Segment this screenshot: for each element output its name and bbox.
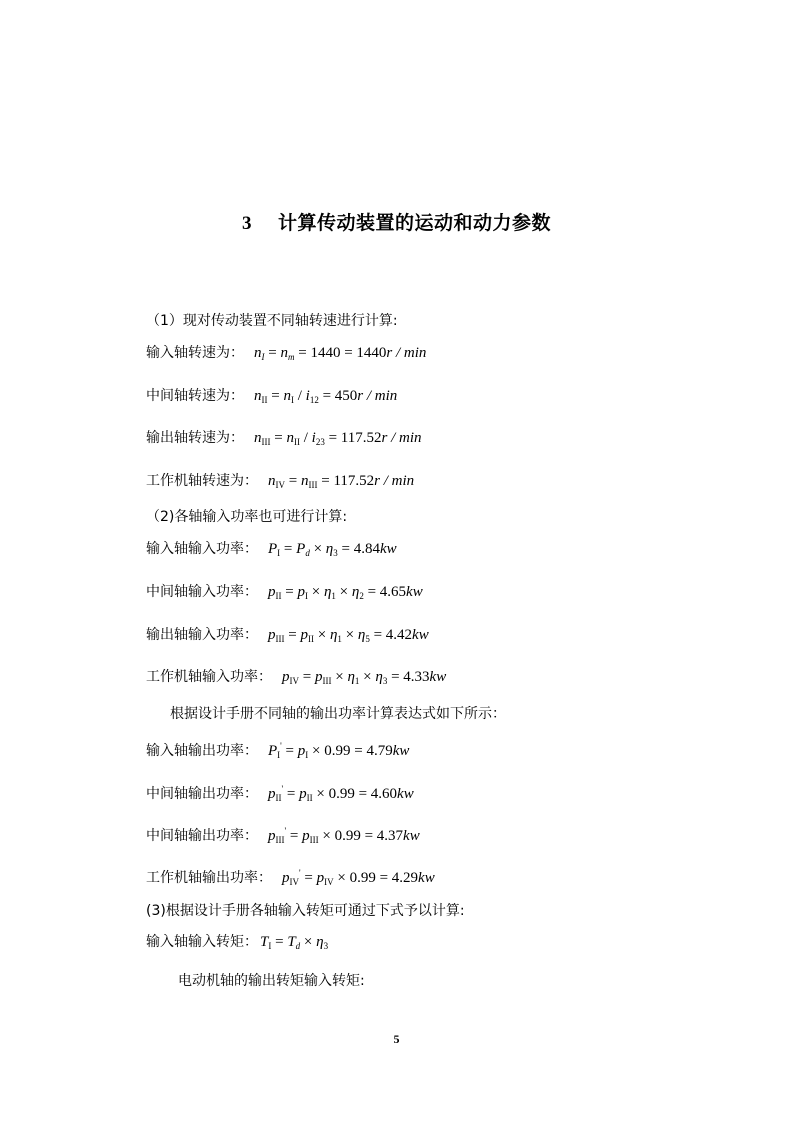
speed-work-unit: r / min	[374, 473, 415, 489]
power-out-middle-label: 中间轴输出功率：	[146, 786, 258, 802]
power-out-work-factor: 0.99	[349, 870, 376, 886]
power-out-work-unit: kw	[418, 870, 435, 886]
power-out-output-label: 中间轴输出功率：	[146, 828, 258, 844]
speed-work-formula: $n_{IV} = n_{III} = 117.52r / \min$	[268, 473, 415, 490]
power-out-input-label: 输入轴输出功率：	[146, 743, 258, 759]
speed-input-value: 1440 = 1440	[310, 345, 387, 361]
power-in-output-value: 4.42	[385, 627, 413, 643]
speed-work-line	[146, 471, 414, 495]
speed-middle-label: 中间轴转速为：	[146, 388, 244, 404]
power-out-output-formula: $p_{III}' = p_{III} \times 0.99 = 4.37kw$	[268, 826, 420, 845]
speed-input-line	[146, 343, 426, 367]
power-out-output-line	[146, 821, 420, 850]
speed-middle-line	[146, 386, 397, 410]
speed-work-label: 工作机轴转速为：	[146, 473, 258, 489]
power-out-middle-line	[146, 779, 414, 808]
power-out-middle-value: 4.60	[370, 786, 398, 802]
power-out-middle-formula: $p_{II}' = p_{II} \times 0.99 = 4.60kw$	[268, 784, 414, 803]
section-title-text: 计算传动装置的运动和动力参数	[277, 212, 551, 234]
speed-output-line	[146, 428, 422, 452]
power-in-work-value: 4.33	[403, 669, 430, 685]
torque-input-formula: $T_I = T_d \times \eta_3$	[260, 934, 329, 951]
power-in-input-label: 输入轴输入功率：	[146, 541, 258, 557]
speed-middle-unit: r / min	[357, 388, 398, 404]
power-in-input-unit: kw	[379, 541, 397, 557]
power-in-work-line	[146, 667, 446, 691]
power-out-input-formula: $P_I' = p_I \times 0.99 = 4.79kw$	[268, 741, 410, 760]
power-out-input-value: 4.79	[366, 743, 393, 759]
power-in-output-formula: $p_{III} = p_{II} \times \eta_1 \times \eta_5 = 4.42kw$	[268, 627, 429, 644]
power-in-input-formula: $P_I = P_d \times \eta_3 = 4.84kw$	[268, 541, 397, 558]
speed-output-unit: r / min	[381, 430, 422, 446]
power-out-middle-factor: 0.99	[328, 786, 355, 802]
power-out-output-value: 4.37	[376, 828, 404, 844]
torque-input-label: 输入轴输入转矩：	[146, 934, 258, 950]
power-out-input-unit: kw	[392, 743, 410, 759]
power-in-work-label: 工作机轴输入功率：	[146, 669, 272, 685]
speed-input-unit: r / min	[386, 345, 427, 361]
speed-input-label: 输入轴转速为：	[146, 345, 244, 361]
page-number: 5	[393, 1032, 400, 1046]
power-in-output-unit: kw	[412, 627, 429, 643]
power-in-middle-label: 中间轴输入功率：	[146, 584, 258, 600]
power-in-middle-value: 4.65	[379, 584, 407, 600]
power-out-output-unit: kw	[403, 828, 420, 844]
power-out-work-value: 4.29	[391, 870, 419, 886]
torque-motor-text: 电动机轴的输出转矩输入转矩:	[178, 973, 365, 989]
power-in-work-formula: $p_{IV} = p_{III} \times \eta_1 \times \eta_3 = 4.33kw$	[282, 669, 447, 686]
speed-middle-formula: $n_{II} = n_I / i_{12} = 450r / \min$	[254, 388, 398, 405]
power-out-intro: 根据设计手册不同轴的输出功率计算表达式如下所示：	[170, 706, 506, 722]
power-in-input-value: 4.84	[353, 541, 380, 557]
power-out-output-factor: 0.99	[334, 828, 361, 844]
power-out-work-line	[146, 863, 435, 892]
torque-input-line	[146, 932, 328, 956]
speed-heading: （1）现对传动装置不同轴转速进行计算:	[146, 313, 398, 329]
torque-heading: (3)根据设计手册各轴输入转矩可通过下式予以计算:	[146, 903, 465, 919]
power-in-output-line	[146, 625, 429, 649]
power-in-middle-line	[146, 582, 423, 606]
power-out-middle-unit: kw	[397, 786, 414, 802]
speed-middle-value: 450	[334, 388, 358, 404]
power-out-work-label: 工作机轴输出功率：	[146, 870, 272, 886]
power-in-middle-unit: kw	[406, 584, 423, 600]
power-in-heading: （2)各轴输入功率也可进行计算:	[146, 509, 348, 525]
speed-output-label: 输出轴转速为：	[146, 430, 244, 446]
speed-output-value: 117.52	[340, 430, 382, 446]
power-out-work-formula: $p_{IV}' = p_{IV} \times 0.99 = 4.29kw$	[282, 868, 435, 887]
power-out-input-factor: 0.99	[324, 743, 351, 759]
section-title	[0, 208, 793, 235]
power-in-output-label: 输出轴输入功率：	[146, 627, 258, 643]
speed-output-formula: $n_{III} = n_{II} / i_{23} = 117.52r / \min$	[254, 430, 422, 447]
speed-work-value: 117.52	[333, 473, 375, 489]
power-in-middle-formula: $p_{II} = p_I \times \eta_1 \times \eta_2 = 4.65kw$	[268, 584, 423, 601]
power-in-input-line	[146, 539, 397, 563]
speed-input-formula: $n_I = n_m = 1440 = 1440r / \min$	[254, 345, 427, 362]
power-in-work-unit: kw	[429, 669, 447, 685]
section-number: 3	[241, 213, 252, 234]
power-out-input-line	[146, 736, 409, 765]
